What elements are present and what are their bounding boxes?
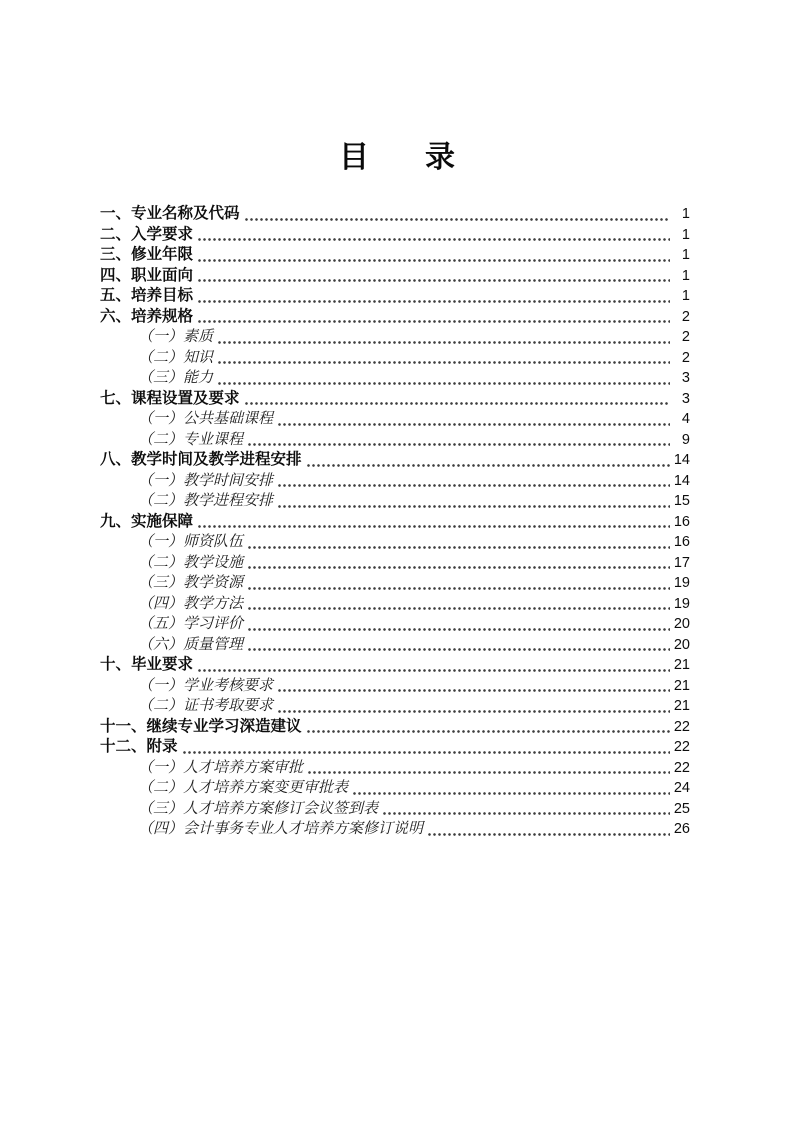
toc-entry-label: （二）知识 [138,349,214,366]
toc-leader-dots [182,737,670,758]
toc-leader-dots [277,409,670,430]
toc-entry-page-number: 2 [681,308,690,325]
toc-entry-page-number: 15 [673,493,690,509]
toc-entry-29[interactable] [100,778,690,799]
toc-entry-8[interactable] [100,348,690,369]
toc-entry-5[interactable] [100,286,690,307]
toc-entry-label: （二）人才培养方案变更审批表 [138,780,349,796]
toc-entry-2[interactable] [100,225,690,246]
toc-entry-page-number: 2 [681,329,690,345]
toc-entry-label: （一）人才培养方案审批 [138,759,304,776]
toc-leader-dots [197,286,670,307]
toc-entry-page-number: 1 [681,247,690,263]
toc-entry-15[interactable] [100,491,690,512]
toc-entry-9[interactable] [100,368,690,389]
toc-entry-page-number: 21 [673,657,690,673]
toc-entry-20[interactable] [100,594,690,615]
toc-leader-dots [247,553,670,574]
toc-entry-page-number: 1 [681,267,690,284]
toc-entry-label: 八、教学时间及教学进程安排 [100,451,302,468]
toc-entry-6[interactable] [100,307,690,328]
toc-leader-dots [197,266,670,287]
toc-entry-11[interactable] [100,409,690,430]
toc-entry-page-number: 20 [673,636,690,653]
toc-leader-dots [244,204,670,225]
toc-entry-21[interactable] [100,614,690,635]
toc-leader-dots [197,512,670,533]
toc-entry-26[interactable] [100,717,690,738]
toc-entry-label: （一）素质 [138,329,214,345]
toc-entry-1[interactable] [100,204,690,225]
toc-entry-label: （二）教学进程安排 [138,493,274,509]
toc-entry-14[interactable] [100,471,690,492]
toc-leader-dots [306,717,670,738]
toc-entry-page-number: 19 [673,575,690,591]
toc-entry-10[interactable] [100,389,690,410]
toc-entry-23[interactable] [100,655,690,676]
toc-entry-3[interactable] [100,245,690,266]
toc-leader-dots [197,307,670,328]
toc-entry-page-number: 21 [673,677,690,694]
toc-entry-page-number: 16 [673,513,690,530]
toc-entry-page-number: 17 [673,554,690,571]
toc-leader-dots [197,655,670,676]
toc-entry-7[interactable] [100,327,690,348]
toc-entry-label: 二、入学要求 [100,225,194,243]
toc-entry-page-number: 20 [673,616,690,632]
toc-leader-dots [427,819,670,840]
toc-entry-22[interactable] [100,635,690,656]
toc-entry-page-number: 9 [681,431,690,448]
toc-entry-28[interactable] [100,758,690,779]
toc-entry-label: （二）专业课程 [138,431,244,448]
toc-entry-page-number: 16 [673,534,690,550]
toc-leader-dots [306,450,670,471]
toc-entry-label: （四）教学方法 [138,595,244,612]
toc-leader-dots [382,799,670,820]
toc-entry-page-number: 22 [673,759,690,776]
toc-entry-label: 五、培养目标 [100,287,194,304]
toc-entry-label: 十二、附录 [100,738,178,755]
toc-entry-page-number: 24 [673,780,690,796]
toc-entry-page-number: 3 [681,370,690,386]
toc-entry-label: 一、专业名称及代码 [100,205,240,222]
toc-leader-dots [247,573,670,594]
toc-entry-label: （二）教学设施 [138,554,244,571]
toc-entry-page-number: 1 [681,206,690,222]
toc-entry-27[interactable] [100,737,690,758]
toc-leader-dots [247,594,670,615]
toc-entry-24[interactable] [100,676,690,697]
toc-entry-page-number: 22 [673,739,690,755]
page-title-char-2: 录 [425,141,455,174]
toc-entry-label: 六、培养规格 [100,307,194,325]
toc-entry-label: （五）学习评价 [138,616,244,632]
toc-entry-label: （六）质量管理 [138,636,244,653]
page-title [0,143,794,173]
toc-entry-page-number: 21 [673,698,690,714]
toc-entry-label: （一）学业考核要求 [138,677,274,694]
toc-entry-page-number: 2 [681,349,690,366]
toc-leader-dots [352,778,670,799]
toc-entry-label: （一）教学时间安排 [138,472,274,489]
toc-leader-dots [247,614,670,635]
toc-entry-page-number: 1 [681,288,690,304]
toc-leader-dots [277,471,670,492]
toc-entry-30[interactable] [100,799,690,820]
toc-entry-label: （三）教学资源 [138,575,244,591]
toc-entry-label: 十、毕业要求 [100,656,194,673]
toc-entry-page-number: 26 [673,821,690,837]
toc-entry-label: 三、修业年限 [100,246,194,263]
toc-leader-dots [277,676,670,697]
toc-entry-16[interactable] [100,512,690,533]
toc-leader-dots [247,430,670,451]
toc-leader-dots [217,368,670,389]
toc-leader-dots [277,491,670,512]
toc-entry-12[interactable] [100,430,690,451]
toc-entry-page-number: 19 [673,595,690,612]
toc-entry-page-number: 3 [681,390,690,407]
toc-entry-17[interactable] [100,532,690,553]
toc-entry-18[interactable] [100,553,690,574]
toc-entry-label: （三）人才培养方案修订会议签到表 [138,800,379,817]
toc-entry-page-number: 4 [681,411,690,427]
toc-entry-label: （一）师资队伍 [138,534,244,550]
toc-leader-dots [247,532,670,553]
toc-entry-4[interactable] [100,266,690,287]
page-title-char-1: 目 [339,141,369,174]
toc-entry-label: （二）证书考取要求 [138,698,274,714]
toc-leader-dots [217,348,670,369]
toc-entry-page-number: 14 [673,472,690,489]
toc-entry-31[interactable] [100,819,690,840]
toc-entry-label: （四）会计事务专业人才培养方案修订说明 [138,821,424,837]
toc-entry-label: 十一、继续专业学习深造建议 [100,717,302,735]
toc-entry-label: （三）能力 [138,370,214,386]
toc-entry-25[interactable] [100,696,690,717]
toc-leader-dots [217,327,670,348]
toc-entry-19[interactable] [100,573,690,594]
toc-entry-page-number: 22 [673,718,690,735]
toc-leader-dots [197,225,670,246]
toc-leader-dots [197,245,670,266]
toc-entry-page-number: 1 [681,226,690,243]
toc-leader-dots [307,758,670,779]
toc-entry-label: 九、实施保障 [100,512,194,530]
toc-leader-dots [277,696,670,717]
toc-leader-dots [247,635,670,656]
toc-entry-label: 四、职业面向 [100,266,194,284]
toc-entry-page-number: 25 [673,800,690,817]
toc-entry-page-number: 14 [673,452,690,468]
toc-leader-dots [244,389,670,410]
toc-entry-13[interactable] [100,450,690,471]
toc-list [100,204,690,840]
toc-entry-label: 七、课程设置及要求 [100,389,240,407]
toc-entry-label: （一）公共基础课程 [138,411,274,427]
